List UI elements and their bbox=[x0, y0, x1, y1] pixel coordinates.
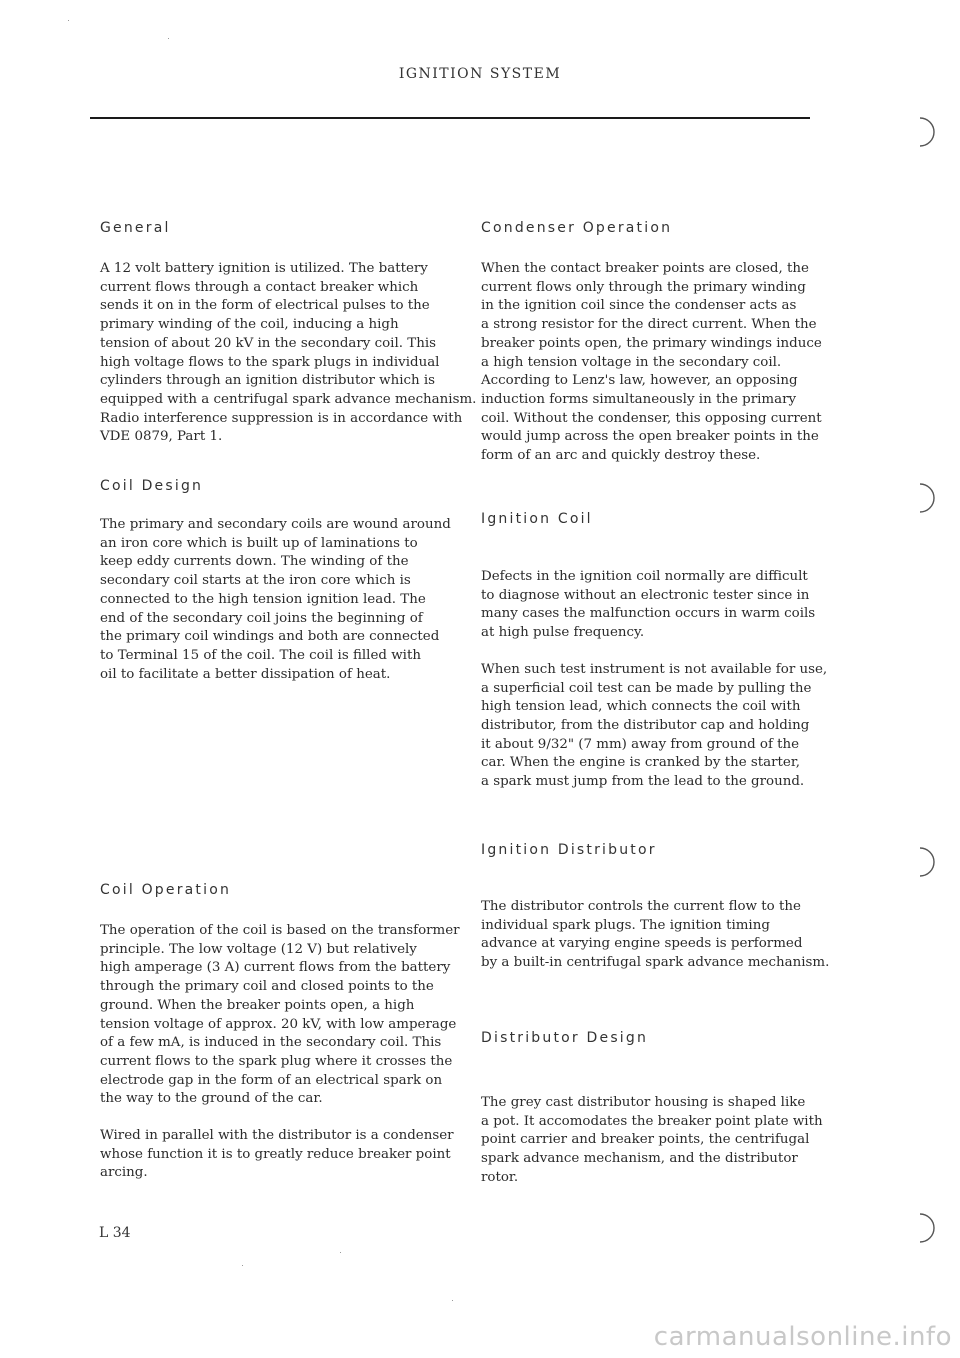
scan-speck bbox=[168, 38, 169, 39]
heading-ignition-distributor: Ignition Distributor bbox=[481, 842, 657, 858]
heading-coil-design: Coil Design bbox=[100, 478, 204, 494]
distributor-body: The distributor controls the current flow to the individual spark plugs. The ignition timing advance at varying engine speeds is performed by a built-in centrifugal spark advance mechanism. bbox=[481, 899, 830, 971]
heading-general: General bbox=[100, 220, 171, 236]
heading-distributor-design: Distributor Design bbox=[481, 1030, 649, 1046]
heading-coil-operation: Coil Operation bbox=[100, 882, 232, 898]
section-coil-operation bbox=[100, 922, 480, 1183]
section-general bbox=[100, 260, 480, 447]
section-distributor-design bbox=[481, 1094, 861, 1188]
punch-hole-icon bbox=[912, 1208, 944, 1248]
heading-ignition-coil: Ignition Coil bbox=[481, 511, 593, 527]
coil-operation-body-2: Wired in parallel with the distributor is a condenser whose function it is to greatly reduce breaker point arcing. bbox=[100, 1128, 454, 1181]
punch-hole-icon bbox=[912, 112, 944, 152]
condenser-body: When the contact breaker points are closed, the current flows only through the primary winding in the ignition coil since the condenser acts as a strong resistor for the direct current. When the breaker points open, the primary windings induce a high tension voltage in the secondary coil. According to Lenz's law, however, an opposing induction forms simultaneously in the primary coil. Without the condenser, this opposing current would jump across the open breaker points in the form of an arc and quickly destroy these. bbox=[481, 261, 822, 464]
ignition-coil-body-1: Defects in the ignition coil normally are difficult to diagnose without an electronic tester since in many cases the malfunction occurs in warm coils at high pulse frequency. bbox=[481, 569, 816, 641]
section-ignition-coil bbox=[481, 568, 861, 792]
ignition-coil-body-2: When such test instrument is not available for use, a superficial coil test can be made by pulling the high tension lead, which connects the coil with distributor, from the distributor cap and holding it about 9/32" (7 mm) away from ground of the car. When the engine is cranked by the starter, a spark must jump from the lead to the ground. bbox=[481, 661, 828, 790]
heading-condenser-operation: Condenser Operation bbox=[481, 220, 673, 236]
scan-speck bbox=[452, 1300, 453, 1301]
section-coil-design bbox=[100, 516, 480, 684]
page-number: L 34 bbox=[99, 1225, 131, 1241]
scan-speck bbox=[242, 1265, 243, 1266]
coil-operation-body-1: The operation of the coil is based on the transformer principle. The low voltage (12 V) but relatively high amperage (3 A) current flows from the battery through the primary coil and closed points to the ground. When the breaker points open, a high tension voltage of approx. 20 kV, with low amperage of a few mA, is induced in the secondary coil. This current flows to the spark plug where it crosses the electrode gap in the form of an electrical spark on the way to the ground of the car. bbox=[100, 923, 460, 1107]
scan-speck bbox=[340, 1252, 341, 1253]
watermark: carmanualsonline.info bbox=[653, 1322, 952, 1352]
distributor-design-body: The grey cast distributor housing is shaped like a pot. It accomodates the breaker point plate with point carrier and breaker points, the centrifugal spark advance mechanism, and the distributor rotor. bbox=[481, 1095, 823, 1185]
section-condenser-operation bbox=[481, 260, 861, 466]
punch-hole-icon bbox=[912, 478, 944, 518]
page-title: IGNITION SYSTEM bbox=[398, 66, 562, 82]
punch-hole-icon bbox=[912, 842, 944, 882]
header-rule bbox=[90, 117, 810, 119]
scan-speck bbox=[68, 20, 69, 21]
section-ignition-distributor bbox=[481, 898, 861, 973]
general-body: A 12 volt battery ignition is utilized. The battery current flows through a contact breaker which sends it on in the form of electrical pulses to the primary winding of the coil, inducing a high tension of about 20 kV in the secondary coil. This high voltage flows to the spark plugs in individual cylinders through an ignition distributor which is equipped with a centrifugal spark advance mechanism. Radio interference suppression is in accordance with VDE 0879, Part 1. bbox=[100, 261, 477, 445]
coil-design-body: The primary and secondary coils are wound around an iron core which is built up of laminations to keep eddy currents down. The winding of the secondary coil starts at the iron core which is connected to the high tension ignition lead. The end of the secondary coil joins the beginning of the primary coil windings and both are connected to Terminal 15 of the coil. The coil is filled with oil to facilitate a better dissipation of heat. bbox=[100, 517, 451, 682]
